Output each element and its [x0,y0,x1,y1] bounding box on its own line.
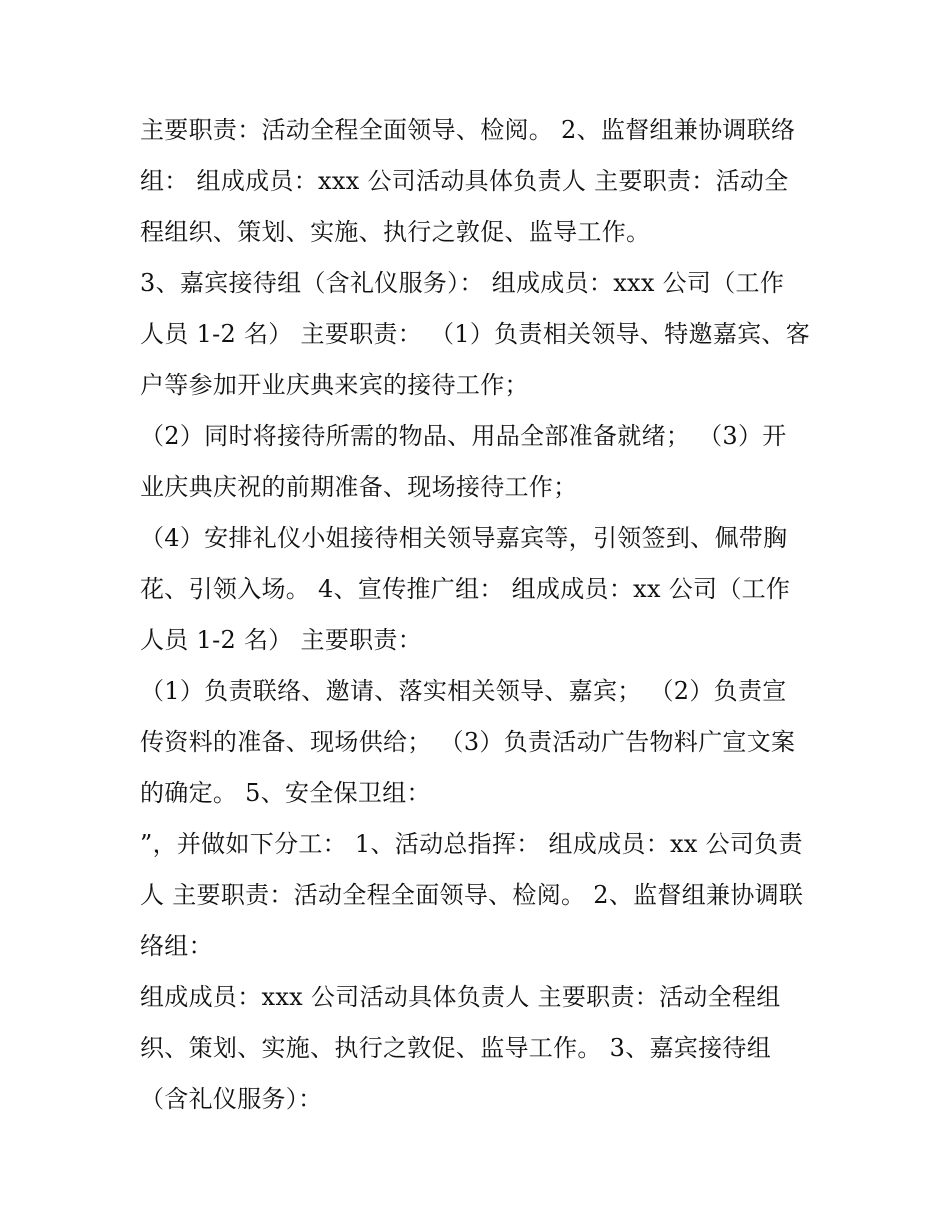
text-line: （1）负责联络、邀请、落实相关领导、嘉宾； （2）负责宣 [140,677,787,705]
text-line: 花、引领入场。 4、宣传推广组： 组成成员：xx 公司（工作 [140,575,791,603]
text-line: 传资料的准备、现场供给； （3）负责活动广告物料广宣文案 [140,728,796,756]
text-line: 织、策划、实施、执行之敦促、监导工作。 3、嘉宾接待组 [140,1034,771,1062]
document-body [140,105,820,1125]
text-line: （4）安排礼仪小姐接待相关领导嘉宾等，引领签到、佩带胸 [140,524,788,552]
text-line: （2）同时将接待所需的物品、用品全部准备就绪； （3）开 [140,422,787,450]
text-line: 户等参加开业庆典来宾的接待工作； [140,371,529,399]
text-line: 的确定。 5、安全保卫组： [140,779,431,807]
text-line: 3、嘉宾接待组（含礼仪服务）： 组成成员：xxx 公司（工作 [140,269,785,297]
text-line: 业庆典庆祝的前期准备、现场接待工作； [140,473,578,501]
text-line: 主要职责：活动全程全面领导、检阅。 2、监督组兼协调联络 [140,116,796,144]
text-line: 组成成员：xxx 公司活动具体负责人 主要职责：活动全程组 [140,983,781,1011]
text-line: 人员 1-2 名） 主要职责： （1）负责相关领导、特邀嘉宾、客 [140,320,811,348]
text-line: 络组： [140,932,213,960]
text-line: ”，并做如下分工： 1、活动总指挥： 组成成员：xx 公司负责 [140,830,803,858]
text-line: 组： 组成成员：xxx 公司活动具体负责人 主要职责：活动全 [140,167,789,195]
text-line: （含礼仪服务）： [140,1085,323,1113]
text-line: 人 主要职责：活动全程全面领导、检阅。 2、监督组兼协调联 [140,881,804,909]
text-line: 人员 1-2 名） 主要职责： [140,626,423,654]
text-line: 程组织、策划、实施、执行之敦促、监导工作。 [140,218,651,246]
